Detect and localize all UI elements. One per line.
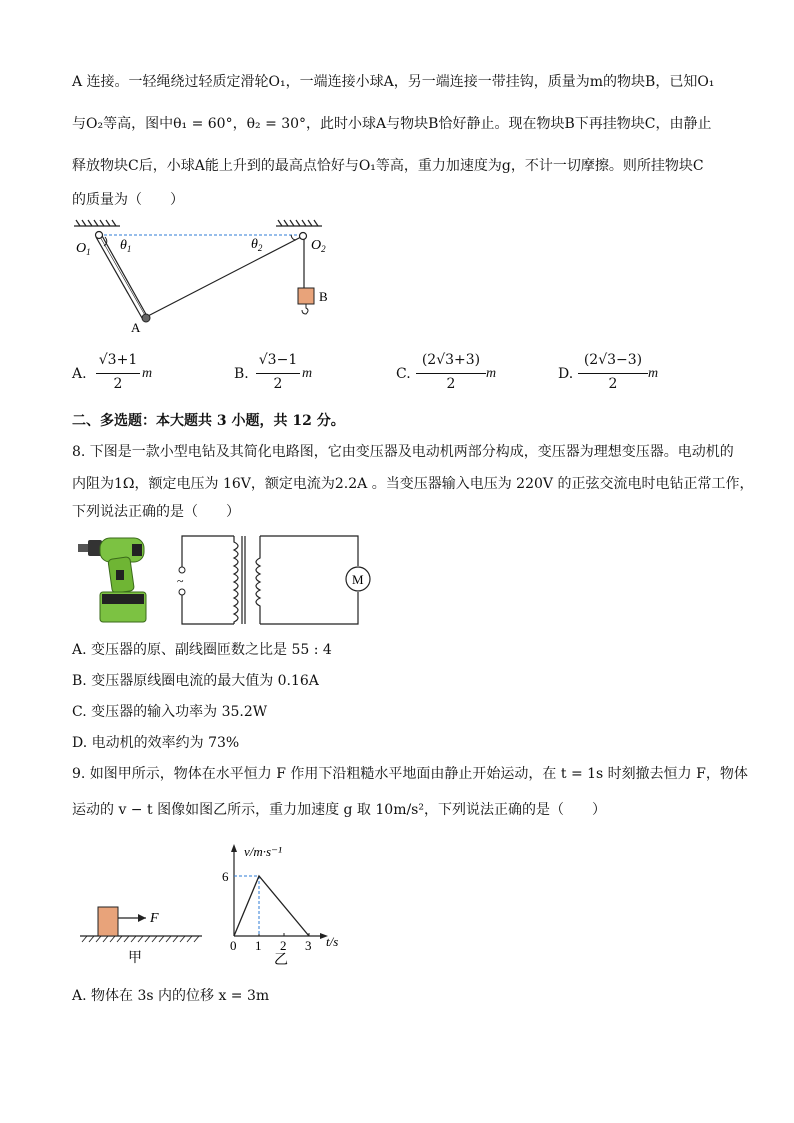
label-theta2-sub: 2	[257, 243, 263, 253]
q8-option-a[interactable]: A. 变压器的原、副线圈匝数之比是 55 : 4	[72, 642, 332, 658]
q7-pulley-figure	[68, 218, 348, 336]
label-theta1-sub: 1	[126, 244, 132, 254]
q7-option-c[interactable]	[396, 352, 536, 398]
q7-line-3: 释放物块C后，小球A能上升到的最高点恰好与O₁等高，重力加速度为g，不计一切摩擦。则所挂物块C	[72, 158, 704, 174]
chart-xlabel: t/s	[326, 934, 339, 949]
label-O2: O	[311, 238, 322, 253]
label-A: A	[131, 320, 141, 335]
q9-line-1: 9. 如图甲所示，物体在水平恒力 F 作用下沿粗糙水平地面由静止开始运动，在 t = 1s 时刻撤去恒力 F，物体	[72, 766, 748, 782]
svg-text:θ2	[251, 237, 263, 253]
x-tick-1: 1	[255, 938, 262, 953]
q8-option-d[interactable]: D. 电动机的效率约为 73%	[72, 735, 240, 751]
variable-m: m	[302, 366, 313, 381]
chart-ylabel: v/m·s⁻¹	[244, 844, 282, 859]
fraction-numerator: √3−1	[258, 352, 298, 368]
q9-line-2: 运动的 v − t 图像如图乙所示，重力加速度 g 取 10m/s²，下列说法正确的是（ ）	[72, 802, 606, 818]
fraction-numerator: (2√3−3)	[583, 352, 643, 368]
figure-jia	[76, 896, 206, 966]
label-O2-sub: 2	[321, 244, 326, 254]
fraction-denominator: 2	[113, 376, 123, 392]
variable-m: m	[142, 366, 153, 381]
q7-line-1: A 连接。一轻绳绕过轻质定滑轮O₁，一端连接小球A，另一端连接一带挂钩，质量为m的物块B，已知O₁	[72, 74, 715, 90]
x-tick-3: 3	[305, 938, 312, 953]
q7-option-a[interactable]	[72, 352, 192, 398]
q9-option-a[interactable]: A. 物体在 3s 内的位移 x = 3m	[72, 988, 270, 1004]
caption-yi: 乙	[274, 953, 288, 968]
transformer-circuit	[172, 532, 362, 628]
fraction-denominator: 2	[608, 376, 618, 392]
q8-line-2: 内阻为1Ω，额定电压为 16V，额定电流为2.2A 。当变压器输入电压为 220V 的正弦交流电时电钻正常工作，	[72, 476, 754, 492]
vt-series-line	[234, 876, 309, 936]
q7-line-2: 与O₂等高，图中θ₁ = 60°，θ₂ = 30°，此时小球A与物块B恰好静止。现在物块B下再挂物块C，由静止	[72, 116, 712, 132]
variable-m: m	[648, 366, 659, 381]
q7-option-d[interactable]	[558, 352, 698, 398]
q8-option-c[interactable]: C. 变压器的输入功率为 35.2W	[72, 704, 268, 720]
label-B: B	[319, 289, 328, 304]
q8-line-1: 8. 下图是一款小型电钻及其简化电路图，它由变压器及电动机两部分构成，变压器为理想变压器。电动机的	[72, 444, 734, 460]
fraction-numerator: √3+1	[98, 352, 138, 368]
q8-line-3: 下列说法正确的是（ ）	[72, 504, 240, 520]
fraction-denominator: 2	[446, 376, 456, 392]
option-letter: B.	[234, 366, 249, 382]
label-theta2: θ	[251, 237, 258, 252]
section-heading: 二、多选题：本大题共 3 小题，共 12 分。	[72, 413, 345, 429]
variable-m: m	[486, 366, 497, 381]
label-theta1: θ	[120, 238, 127, 253]
vt-chart	[214, 838, 354, 970]
ac-symbol: ~	[177, 574, 184, 588]
x-tick-2: 2	[280, 938, 287, 953]
svg-text:θ1	[120, 238, 131, 254]
drill-image	[76, 534, 158, 626]
q8-option-b[interactable]: B. 变压器原线圈电流的最大值为 0.16A	[72, 673, 319, 689]
x-tick-0: 0	[230, 938, 237, 953]
label-O1: O	[76, 241, 87, 256]
force-label: F	[150, 911, 159, 926]
option-letter: C.	[396, 366, 411, 382]
q7-option-b[interactable]	[234, 352, 354, 398]
fraction-numerator: (2√3+3)	[421, 352, 481, 368]
label-O1-sub: 1	[86, 247, 91, 257]
svg-text:O2	[311, 238, 326, 254]
y-tick-6: 6	[222, 869, 229, 884]
motor-label: M	[352, 572, 364, 587]
q7-line-4: 的质量为（ ）	[72, 192, 184, 208]
fraction-denominator: 2	[273, 376, 283, 392]
caption-jia: 甲	[128, 951, 142, 966]
option-letter: D.	[558, 366, 574, 382]
svg-text:O1	[76, 241, 91, 257]
option-letter: A.	[72, 366, 87, 382]
